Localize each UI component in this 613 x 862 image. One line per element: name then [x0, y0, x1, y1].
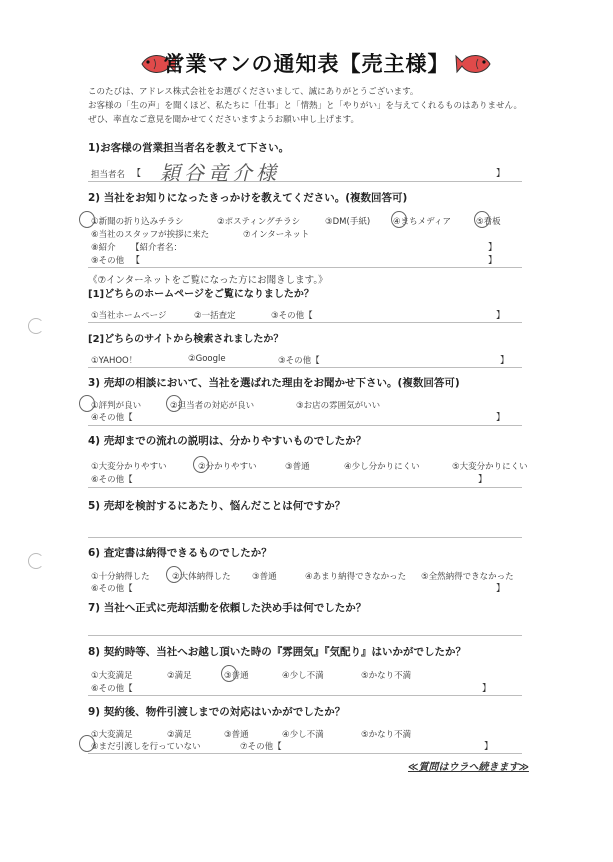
q8-rule	[88, 695, 522, 696]
intro-line-2: お客様の「生の声」を聞くほど、私たちに「仕事」と「情熱」と「やりがい」を与えてくれるものはありません。	[88, 101, 523, 111]
q4-option-2: ②分かりやすい	[198, 462, 257, 472]
q8-option-3-circle-mark	[221, 665, 237, 682]
q2-option-1: ①新聞の折り込みチラシ	[91, 217, 184, 227]
punch-hole-top	[28, 318, 44, 334]
q1-label: 担当者名	[91, 170, 126, 180]
q2-option-7: ⑦インターネット	[243, 230, 310, 240]
q4-option-6: ⑥その他【	[91, 475, 133, 485]
q1-handwritten-name: 穎谷竜介様	[160, 161, 280, 185]
q6-option-6: ⑥その他【	[91, 584, 133, 594]
q4-option-3: ③普通	[285, 462, 310, 472]
q8-option-6: ⑥その他【	[91, 684, 133, 694]
q2-option-4-circle-mark	[391, 211, 407, 228]
q2-option-9: ⑨その他	[91, 256, 125, 266]
punch-hole-bottom	[28, 553, 44, 569]
sea-bream-right-icon	[454, 50, 494, 78]
q8-option-2: ②満足	[167, 671, 192, 681]
q8-option-1: ①大変満足	[91, 671, 133, 681]
question-6-title: 6) 査定書は納得できるものでしたか？	[88, 547, 272, 559]
q2-option-4: ④まちメディア	[393, 217, 451, 227]
q2-option-5: ⑤看板	[476, 217, 501, 227]
sub1-rule	[88, 322, 522, 323]
q5-rule	[88, 537, 522, 538]
intro-line-1: このたびは、アドレス株式会社をお選びくださいまして、誠にありがとうございます。	[88, 87, 419, 97]
q3-option-3: ③お店の雰囲気がいい	[296, 401, 381, 411]
q3-option-1-circle-mark	[79, 395, 95, 412]
question-4-title: 4) 売却までの流れの説明は、分かりやすいものでしたか？	[88, 435, 367, 447]
question-7-title: 7) 当社へ正式に売却活動を依頼した決め手は何でしたか？	[88, 602, 367, 614]
q6-option-5: ⑤全然納得できなかった	[421, 572, 514, 582]
sub1-option-3: ③その他【	[271, 311, 313, 321]
q2-other-open: 【	[131, 256, 141, 266]
q6-option-2-circle-mark	[166, 566, 182, 583]
sub2-rule	[88, 367, 522, 368]
q8-option-3: ③普通	[224, 671, 249, 681]
internet-subheader: 《⑦インターネットをご覧になった方にお聞きします。》	[88, 275, 328, 286]
q9-option-1: ①大変満足	[91, 730, 133, 740]
question-1-title: 1)お客様の営業担当者名を教えて下さい。	[88, 142, 290, 154]
page-title: 営業マンの通知表【売主様】	[163, 52, 450, 76]
sub1-option-2: ②一括査定	[194, 311, 236, 321]
q2-option-8: ⑧紹介	[91, 243, 116, 253]
q9-option-2: ②満足	[167, 730, 192, 740]
q8-option-4: ④少し不満	[282, 671, 324, 681]
sub2-close: 】	[500, 356, 510, 366]
q2-rule	[88, 267, 522, 268]
q9-option-5: ⑤かなり不満	[361, 730, 412, 740]
question-3-title: 3) 売却の相談において、当社を選ばれた理由をお聞かせ下さい。(複数回答可)	[88, 377, 460, 389]
q7-rule	[88, 635, 522, 636]
q1-rule	[88, 181, 522, 182]
q1-close-bracket: 】	[496, 169, 506, 179]
q2-option-5-circle-mark	[474, 211, 490, 228]
q4-rule	[88, 487, 522, 488]
sub2-option-1: ①YAHOO！	[91, 356, 138, 366]
sub1-option-1: ①当社ホームページ	[91, 311, 167, 321]
q4-option-4: ④少し分かりにくい	[344, 462, 420, 472]
question-9-title: 9) 契約後、物件引渡しまでの対応はいかがでしたか？	[88, 706, 346, 718]
sub-question-2-title: [2]どちらのサイトから検索されましたか？	[88, 334, 284, 345]
question-8-title: 8) 契約時等、当社へお越し頂いた時の『雰囲気』『気配り』はいかがでしたか？	[88, 646, 467, 658]
q4-close: 】	[478, 475, 488, 485]
q2-referral-close: 】	[488, 243, 498, 253]
q2-referral-name: 【紹介者名：	[131, 243, 183, 253]
sub2-option-3: ③その他【	[278, 356, 320, 366]
continued-on-back-note: ≪質問はウラへ続きます≫	[408, 762, 529, 773]
q3-option-4: ④その他【	[91, 413, 133, 423]
q9-option-7: ⑦その他【	[240, 742, 282, 752]
q6-option-4: ④あまり納得できなかった	[305, 572, 407, 582]
q2-option-3: ③DM(手紙)	[325, 217, 371, 227]
q6-option-2: ②大体納得した	[172, 572, 231, 582]
q4-option-2-circle-mark	[193, 456, 209, 473]
q2-other-close: 】	[488, 256, 498, 266]
q6-option-3: ③普通	[252, 572, 277, 582]
q3-rule	[88, 425, 522, 426]
sub1-close: 】	[496, 311, 506, 321]
q3-option-1: ①評判が良い	[91, 401, 142, 411]
q4-option-5: ⑤大変分かりにくい	[452, 462, 528, 472]
q3-option-2-circle-mark	[166, 395, 182, 412]
q9-option-3: ③普通	[224, 730, 249, 740]
q2-option-1-circle-mark	[79, 211, 95, 228]
q9-rule	[88, 753, 522, 754]
q2-option-6: ⑥当社のスタッフが挨拶に来た	[91, 230, 210, 240]
q3-option-2: ②担当者の対応が良い	[170, 401, 255, 411]
q1-open-bracket: 【	[132, 169, 142, 179]
q6-option-1: ①十分納得した	[91, 572, 150, 582]
q2-option-2: ②ポスティングチラシ	[217, 217, 301, 227]
intro-line-3: ぜひ、率直なご意見を聞かせてくださいますようお願い申し上げます。	[88, 115, 359, 125]
question-2-title: 2) 当社をお知りになったきっかけを教えてください。(複数回答可)	[88, 192, 408, 204]
q9-option-4: ④少し不満	[282, 730, 324, 740]
q4-option-1: ①大変分かりやすい	[91, 462, 167, 472]
sub-question-1-title: [1]どちらのホームページをご覧になりましたか？	[88, 289, 314, 300]
q8-option-5: ⑤かなり不満	[361, 671, 412, 681]
q3-close: 】	[496, 413, 506, 423]
q6-close: 】	[496, 584, 506, 594]
sub2-option-2: ②Google	[188, 354, 226, 364]
q8-close: 】	[482, 684, 492, 694]
q9-option-6: ⑥まだ引渡しを行っていない	[91, 742, 201, 752]
q9-close: 】	[484, 742, 494, 752]
question-5-title: 5) 売却を検討するにあたり、悩んだことは何ですか？	[88, 500, 346, 512]
